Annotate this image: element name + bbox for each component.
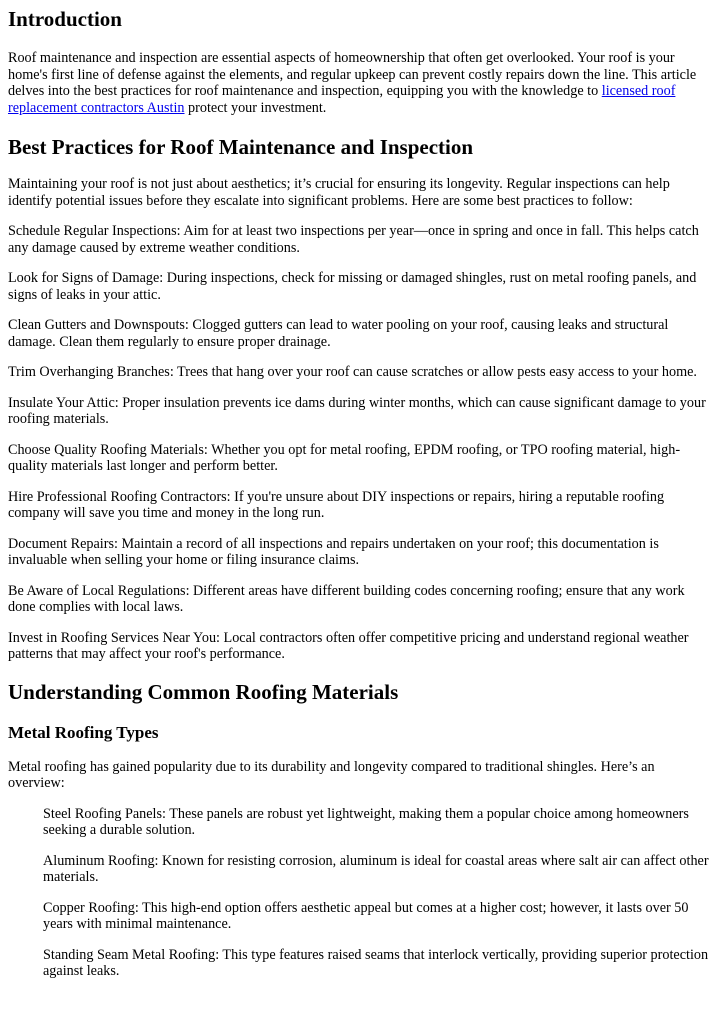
metal-roofing-item: Standing Seam Metal Roofing: This type features raised seams that interlock vertically, providing superior protection against leaks.: [43, 946, 709, 979]
best-practice-item: Hire Professional Roofing Contractors: If you're unsure about DIY inspections or repairs, hiring a reputable roofing company will save you time and money in the long run.: [8, 488, 665, 521]
best-practice-item: Be Aware of Local Regulations: Different areas have different building codes concerning roofing; ensure that any work done complies with local laws.: [8, 582, 685, 615]
introduction-paragraph: [8, 50, 712, 116]
metal-roofing-heading: Metal Roofing Types: [8, 722, 159, 742]
materials-heading: Understanding Common Roofing Materials: [8, 679, 399, 704]
introduction-text-before-link: Roof maintenance and inspection are essential aspects of homeownership that often get overlooked. Your roof is your home's first line of defense against the elements, and regular upkeep can prevent costly repairs down the line. This article delves into the best practices for roof maintenance and inspection, equipping you with the knowledge to: [8, 50, 697, 99]
introduction-text-after-link: protect your investment.: [184, 99, 327, 116]
best-practice-item: Trim Overhanging Branches: Trees that hang over your roof can cause scratches or allow pests easy access to your home.: [8, 364, 697, 380]
best-practice-item: Document Repairs: Maintain a record of all inspections and repairs undertaken on your roof; this documentation is invaluable when selling your home or filing insurance claims.: [8, 535, 659, 568]
metal-roofing-item: Steel Roofing Panels: These panels are robust yet lightweight, making them a popular choice among homeowners seeking a durable solution.: [43, 805, 689, 838]
metal-roofing-list: [8, 806, 712, 980]
best-practice-item: Insulate Your Attic: Proper insulation prevents ice dams during winter months, which can cause significant damage to your roofing materials.: [8, 394, 706, 427]
best-practices-intro: Maintaining your roof is not just about aesthetics; it’s crucial for ensuring its longevity. Regular inspections can help identify potential issues before they escalate into significant problems. Here are some best practices to follow:: [8, 176, 670, 209]
best-practice-item: Clean Gutters and Downspouts: Clogged gutters can lead to water pooling on your roof, causing leaks and structural damage. Clean them regularly to ensure proper drainage.: [8, 317, 669, 350]
metal-roofing-intro: Metal roofing has gained popularity due to its durability and longevity compared to traditional shingles. Here’s an overview:: [8, 758, 655, 791]
best-practice-item: Look for Signs of Damage: During inspections, check for missing or damaged shingles, rust on metal roofing panels, and signs of leaks in your attic.: [8, 270, 697, 303]
best-practices-heading: Best Practices for Roof Maintenance and Inspection: [8, 135, 474, 159]
metal-roofing-item: Copper Roofing: This high-end option offers aesthetic appeal but comes at a higher cost; however, it lasts over 50 years with minimal maintenance.: [43, 899, 689, 932]
best-practice-item: Choose Quality Roofing Materials: Whether you opt for metal roofing, EPDM roofing, or TPO roofing material, high-quality materials last longer and perform better.: [8, 441, 681, 474]
best-practice-item: Schedule Regular Inspections: Aim for at least two inspections per year—once in spring and once in fall. This helps catch any damage caused by extreme weather conditions.: [8, 223, 699, 256]
introduction-heading: Introduction: [8, 7, 122, 31]
metal-roofing-item: Aluminum Roofing: Known for resisting corrosion, aluminum is ideal for coastal areas where salt air can affect other materials.: [43, 852, 709, 885]
contractors-link[interactable]: licensed roof replacement contractors Austin: [8, 83, 676, 116]
best-practice-item: Invest in Roofing Services Near You: Local contractors often offer competitive pricing and understand regional weather patterns that may affect your roof's performance.: [8, 629, 689, 662]
